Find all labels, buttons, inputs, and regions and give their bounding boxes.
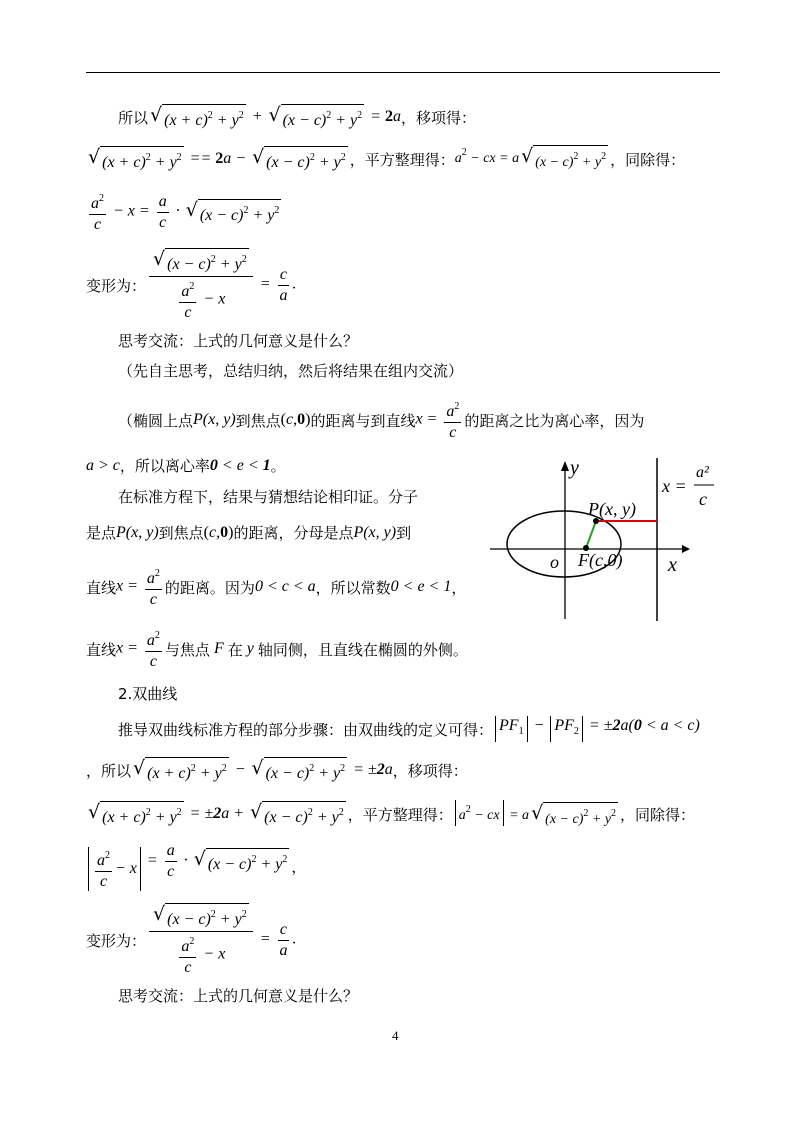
equation-line-2: √ $(x + c)^2 + y^2$ == 2a − √ $(x - c)^2 + y^2$ ，平方整理得： $a^2$ − cx = a √ $(x - c)^2 + y^2$ ，同除得： [86, 145, 685, 173]
equation-line-3: $\frac{a^2}{c}$ − x = $\frac{a}{c}$ · √ $(x - c)^2 + y^2$ [86, 190, 283, 234]
origin-label: o [550, 552, 559, 572]
equation-hyperbola-3: $\frac{a^2}{c}$ − x = $\frac{a}{c}$ · √ $(x - c)^2 + y^2$ ， [86, 842, 306, 891]
paragraph-think-2: 思考交流：上式的几何意义是什么？ [118, 987, 359, 1005]
equation-line-4: 变形为： √ $(x - c)^2 + y^2$ $\frac{a^2}{c}$ − x = $\frac{c}{a}$ . [86, 248, 297, 321]
focal-distance [586, 521, 596, 548]
equation-hyperbola-2: √ $(x + c)^2 + y^2$ = ±2a + √ $(x - c)^2 + y^2$ ，平方整理得： $a^2$ − cx = a √ $(x - c)^2 + y^2$ ，同除得： [86, 800, 695, 830]
directrix-label-den: c [699, 489, 707, 509]
equation-line-1: 所以 √ $(x + c)^2 + y^2$ + √ $(x - c)^2 + y^2$ = 2a ，移项得： [118, 104, 476, 129]
paragraph-discuss: （先自主思考，总结归纳，然后将结果在组内交流） [118, 362, 464, 380]
x-axis-arrow [682, 545, 690, 553]
directrix-label-lhs: x = [662, 476, 687, 496]
ellipse-figure [486, 455, 718, 625]
paragraph-ellipse-meaning: （椭圆上点 P(x, y) 到焦点 (c,0) 的距离与到直线 x = $\frac{a^2}{c}$ 的距离之比为离心率，因为 [118, 398, 644, 442]
focus-label: F(c,0) [578, 550, 623, 570]
page-number: 4 [392, 1028, 399, 1043]
point-p-label: P(x, y) [588, 499, 636, 519]
header-rule [86, 72, 720, 73]
paragraph-eccentricity: a > c ，所以离心率 0 < e < 1 。 [86, 456, 286, 475]
directrix-label-num: a² [696, 464, 709, 481]
y-axis-arrow [561, 461, 569, 471]
paragraph-hyperbola-def: 推导双曲线标准方程的部分步骤：由双曲线的定义可得： $PF_1 - PF_2 = \pm 2a(0 < a < c)$ [118, 716, 700, 742]
paragraph-directrix-distance: 直线 x = $\frac{a^2}{c}$ 的距离。因为 0 < c < a ，所以常数 0 < e < 1 ， [86, 565, 466, 609]
paragraph-directrix-side: 直线 x = $\frac{a^2}{c}$ 与焦点 F 在 y 轴同侧，且直线在椭圆的外侧。 [86, 627, 468, 671]
equation-hyperbola-4: 变形为： √ $(x - c)^2 + y^2$ $\frac{a^2}{c}$ − x = $\frac{c}{a}$ . [86, 903, 297, 976]
paragraph-verify: 在标准方程下，结果与猜想结论相印证。分子 [118, 488, 419, 506]
paragraph-think-1: 思考交流：上式的几何意义是什么？ [118, 332, 359, 350]
section-heading-hyperbola: 2.双曲线 [118, 685, 178, 703]
equation-hyperbola-1: ，所以 √ $(x + c)^2 + y^2$ − √ $(x - c)^2 + y^2$ = ±2a ，移项得： [86, 757, 468, 782]
y-axis-label: y [570, 457, 579, 479]
x-axis-label: x [668, 554, 677, 576]
paragraph-numerator: 是点 P(x, y) 到焦点 (c,0) 的距离，分母是点 P(x, y) 到 [86, 523, 412, 542]
